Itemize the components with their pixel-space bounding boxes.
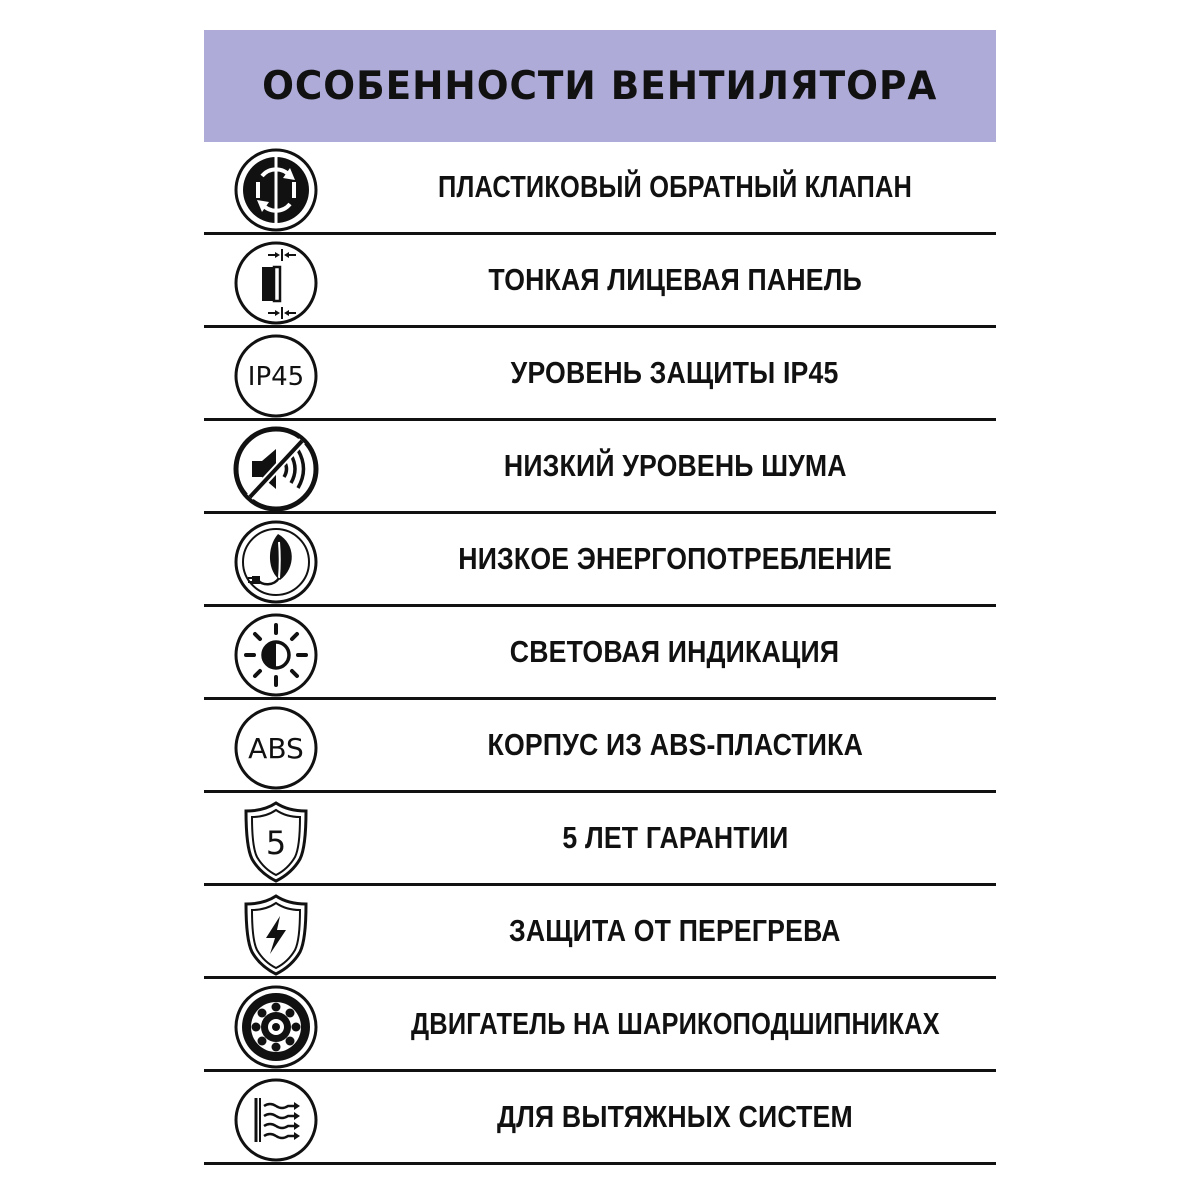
feature-label: КОРПУС ИЗ ABS-ПЛАСТИКА [487,727,863,762]
feature-label: НИЗКОЕ ЭНЕРГОПОТРЕБЛЕНИЕ [458,541,892,576]
overheat-shield-icon [232,890,320,978]
abs-icon [232,704,320,792]
feature-label: 5 ЛЕТ ГАРАНТИИ [561,820,789,855]
leaf-plug-icon [232,518,320,606]
feature-label: ДЛЯ ВЫТЯЖНЫХ СИСТЕМ [497,1099,853,1134]
abs-icon-text: ABS [248,732,304,765]
list-item [204,1072,996,1165]
thin-panel-icon [232,239,320,327]
warranty-shield-icon-text: 5 [265,824,287,862]
feature-label: ПЛАСТИКОВЫЙ ОБРАТНЫЙ КЛАПАН [438,169,912,204]
list-item [204,886,996,979]
list-item [204,421,996,514]
muted-speaker-icon [232,425,320,513]
list-item [204,235,996,328]
list-item [204,142,996,235]
ip45-icon-text: IP45 [247,362,305,392]
page-title: ОСОБЕННОСТИ ВЕНТИЛЯТОРА [262,63,938,109]
feature-label: НИЗКИЙ УРОВЕНЬ ШУМА [503,448,847,483]
list-item [204,979,996,1072]
exhaust-airflow-icon [232,1076,320,1164]
feature-label: УРОВЕНЬ ЗАЩИТЫ IP45 [511,355,839,390]
list-item [204,328,996,421]
list-item [204,700,996,793]
list-item [204,793,996,886]
warranty-shield-icon [232,797,320,885]
check-valve-icon [232,146,320,234]
list-item [204,607,996,700]
ball-bearing-icon [232,983,320,1071]
feature-list [204,142,996,1165]
feature-label: ДВИГАТЕЛЬ НА ШАРИКОПОДШИПНИКАХ [410,1006,940,1041]
feature-label: СВЕТОВАЯ ИНДИКАЦИЯ [510,634,840,669]
ip45-icon [232,332,320,420]
header-banner [204,30,996,142]
features-card [204,30,996,1165]
feature-label: ТОНКАЯ ЛИЦЕВАЯ ПАНЕЛЬ [488,262,862,297]
feature-label: ЗАЩИТА ОТ ПЕРЕГРЕВА [509,913,841,948]
list-item [204,514,996,607]
light-indicator-icon [232,611,320,699]
